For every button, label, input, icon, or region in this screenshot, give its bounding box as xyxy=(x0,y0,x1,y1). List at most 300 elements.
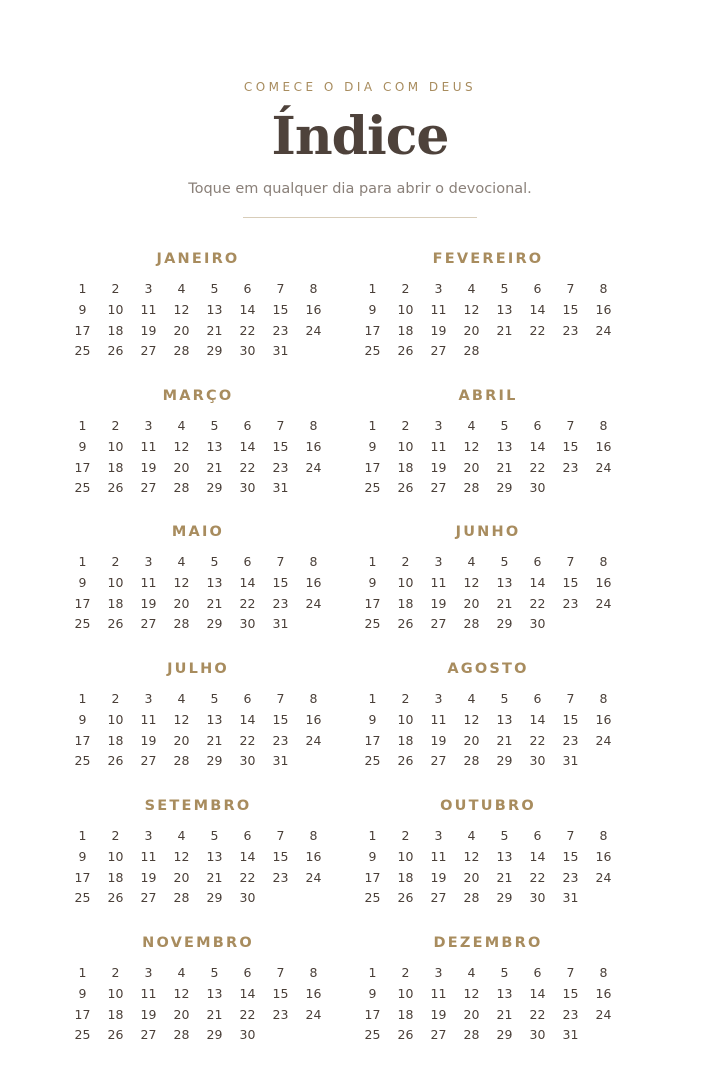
day-link-abril-18[interactable]: 18 xyxy=(397,459,414,475)
day-link-maio-12[interactable]: 12 xyxy=(173,574,190,590)
day-link-novembro-2[interactable]: 2 xyxy=(111,965,120,980)
day-link-outubro-5[interactable]: 5 xyxy=(500,828,509,843)
day-link-novembro-5[interactable]: 5 xyxy=(210,965,219,980)
day-link-janeiro-13[interactable]: 13 xyxy=(206,301,223,317)
day-link-maio-13[interactable]: 13 xyxy=(206,574,223,590)
day-link-marco-19[interactable]: 19 xyxy=(140,459,157,475)
day-link-setembro-1[interactable]: 1 xyxy=(78,828,87,843)
day-link-setembro-24[interactable]: 24 xyxy=(305,869,322,885)
day-link-fevereiro-20[interactable]: 20 xyxy=(463,322,480,338)
day-link-janeiro-2[interactable]: 2 xyxy=(111,281,120,296)
day-link-julho-8[interactable]: 8 xyxy=(309,691,318,706)
day-link-julho-26[interactable]: 26 xyxy=(107,753,124,769)
day-link-abril-29[interactable]: 29 xyxy=(496,480,513,496)
day-link-fevereiro-22[interactable]: 22 xyxy=(529,322,546,338)
day-link-abril-7[interactable]: 7 xyxy=(566,418,575,433)
day-link-novembro-11[interactable]: 11 xyxy=(140,985,157,1001)
day-link-maio-20[interactable]: 20 xyxy=(173,595,190,611)
day-link-fevereiro-10[interactable]: 10 xyxy=(397,301,414,317)
day-link-julho-27[interactable]: 27 xyxy=(140,753,157,769)
day-link-junho-5[interactable]: 5 xyxy=(500,554,509,569)
day-link-abril-6[interactable]: 6 xyxy=(533,418,542,433)
day-link-agosto-6[interactable]: 6 xyxy=(533,691,542,706)
day-link-agosto-20[interactable]: 20 xyxy=(463,732,480,748)
day-link-dezembro-28[interactable]: 28 xyxy=(463,1027,480,1043)
day-link-abril-23[interactable]: 23 xyxy=(562,459,579,475)
day-link-fevereiro-28[interactable]: 28 xyxy=(463,343,480,359)
day-link-janeiro-3[interactable]: 3 xyxy=(144,281,153,296)
day-link-outubro-23[interactable]: 23 xyxy=(562,869,579,885)
day-link-junho-4[interactable]: 4 xyxy=(467,554,476,569)
day-link-setembro-6[interactable]: 6 xyxy=(243,828,252,843)
day-link-novembro-14[interactable]: 14 xyxy=(239,985,256,1001)
day-link-marco-2[interactable]: 2 xyxy=(111,418,120,433)
day-link-junho-20[interactable]: 20 xyxy=(463,595,480,611)
day-link-marco-21[interactable]: 21 xyxy=(206,459,223,475)
day-link-maio-19[interactable]: 19 xyxy=(140,595,157,611)
day-link-agosto-26[interactable]: 26 xyxy=(397,753,414,769)
day-link-fevereiro-25[interactable]: 25 xyxy=(364,343,381,359)
day-link-abril-15[interactable]: 15 xyxy=(562,438,579,454)
day-link-novembro-23[interactable]: 23 xyxy=(272,1006,289,1022)
day-link-novembro-3[interactable]: 3 xyxy=(144,965,153,980)
day-link-setembro-12[interactable]: 12 xyxy=(173,848,190,864)
day-link-agosto-9[interactable]: 9 xyxy=(368,711,377,727)
day-link-setembro-4[interactable]: 4 xyxy=(177,828,186,843)
day-link-julho-2[interactable]: 2 xyxy=(111,691,120,706)
day-link-dezembro-14[interactable]: 14 xyxy=(529,985,546,1001)
day-link-junho-15[interactable]: 15 xyxy=(562,574,579,590)
day-link-dezembro-19[interactable]: 19 xyxy=(430,1006,447,1022)
day-link-julho-4[interactable]: 4 xyxy=(177,691,186,706)
day-link-agosto-4[interactable]: 4 xyxy=(467,691,476,706)
day-link-julho-12[interactable]: 12 xyxy=(173,711,190,727)
day-link-agosto-15[interactable]: 15 xyxy=(562,711,579,727)
day-link-junho-21[interactable]: 21 xyxy=(496,595,513,611)
day-link-maio-5[interactable]: 5 xyxy=(210,554,219,569)
day-link-maio-27[interactable]: 27 xyxy=(140,616,157,632)
day-link-novembro-30[interactable]: 30 xyxy=(239,1027,256,1043)
day-link-julho-1[interactable]: 1 xyxy=(78,691,87,706)
day-link-marco-5[interactable]: 5 xyxy=(210,418,219,433)
day-link-setembro-29[interactable]: 29 xyxy=(206,890,223,906)
day-link-dezembro-16[interactable]: 16 xyxy=(595,985,612,1001)
day-link-junho-11[interactable]: 11 xyxy=(430,574,447,590)
day-link-agosto-11[interactable]: 11 xyxy=(430,711,447,727)
day-link-abril-12[interactable]: 12 xyxy=(463,438,480,454)
day-link-abril-26[interactable]: 26 xyxy=(397,480,414,496)
day-link-julho-30[interactable]: 30 xyxy=(239,753,256,769)
day-link-novembro-18[interactable]: 18 xyxy=(107,1006,124,1022)
day-link-maio-7[interactable]: 7 xyxy=(276,554,285,569)
day-link-abril-19[interactable]: 19 xyxy=(430,459,447,475)
day-link-maio-9[interactable]: 9 xyxy=(78,574,87,590)
day-link-julho-17[interactable]: 17 xyxy=(74,732,91,748)
day-link-junho-29[interactable]: 29 xyxy=(496,616,513,632)
day-link-janeiro-5[interactable]: 5 xyxy=(210,281,219,296)
day-link-outubro-13[interactable]: 13 xyxy=(496,848,513,864)
day-link-julho-23[interactable]: 23 xyxy=(272,732,289,748)
day-link-agosto-2[interactable]: 2 xyxy=(401,691,410,706)
day-link-julho-6[interactable]: 6 xyxy=(243,691,252,706)
day-link-agosto-16[interactable]: 16 xyxy=(595,711,612,727)
day-link-marco-27[interactable]: 27 xyxy=(140,480,157,496)
day-link-julho-28[interactable]: 28 xyxy=(173,753,190,769)
day-link-dezembro-24[interactable]: 24 xyxy=(595,1006,612,1022)
day-link-novembro-17[interactable]: 17 xyxy=(74,1006,91,1022)
day-link-agosto-8[interactable]: 8 xyxy=(599,691,608,706)
day-link-setembro-13[interactable]: 13 xyxy=(206,848,223,864)
day-link-dezembro-3[interactable]: 3 xyxy=(434,965,443,980)
day-link-janeiro-4[interactable]: 4 xyxy=(177,281,186,296)
day-link-maio-4[interactable]: 4 xyxy=(177,554,186,569)
day-link-marco-10[interactable]: 10 xyxy=(107,438,124,454)
day-link-agosto-27[interactable]: 27 xyxy=(430,753,447,769)
day-link-janeiro-26[interactable]: 26 xyxy=(107,343,124,359)
day-link-abril-28[interactable]: 28 xyxy=(463,480,480,496)
day-link-setembro-16[interactable]: 16 xyxy=(305,848,322,864)
day-link-marco-1[interactable]: 1 xyxy=(78,418,87,433)
day-link-marco-17[interactable]: 17 xyxy=(74,459,91,475)
day-link-novembro-1[interactable]: 1 xyxy=(78,965,87,980)
day-link-abril-22[interactable]: 22 xyxy=(529,459,546,475)
day-link-fevereiro-5[interactable]: 5 xyxy=(500,281,509,296)
day-link-abril-24[interactable]: 24 xyxy=(595,459,612,475)
day-link-maio-3[interactable]: 3 xyxy=(144,554,153,569)
day-link-agosto-24[interactable]: 24 xyxy=(595,732,612,748)
day-link-setembro-3[interactable]: 3 xyxy=(144,828,153,843)
day-link-julho-20[interactable]: 20 xyxy=(173,732,190,748)
day-link-setembro-17[interactable]: 17 xyxy=(74,869,91,885)
day-link-agosto-25[interactable]: 25 xyxy=(364,753,381,769)
day-link-fevereiro-9[interactable]: 9 xyxy=(368,301,377,317)
day-link-dezembro-2[interactable]: 2 xyxy=(401,965,410,980)
day-link-outubro-29[interactable]: 29 xyxy=(496,890,513,906)
day-link-fevereiro-6[interactable]: 6 xyxy=(533,281,542,296)
day-link-setembro-28[interactable]: 28 xyxy=(173,890,190,906)
day-link-julho-9[interactable]: 9 xyxy=(78,711,87,727)
day-link-maio-10[interactable]: 10 xyxy=(107,574,124,590)
day-link-dezembro-27[interactable]: 27 xyxy=(430,1027,447,1043)
day-link-fevereiro-2[interactable]: 2 xyxy=(401,281,410,296)
day-link-dezembro-11[interactable]: 11 xyxy=(430,985,447,1001)
day-link-maio-21[interactable]: 21 xyxy=(206,595,223,611)
day-link-junho-22[interactable]: 22 xyxy=(529,595,546,611)
day-link-julho-25[interactable]: 25 xyxy=(74,753,91,769)
day-link-abril-3[interactable]: 3 xyxy=(434,418,443,433)
day-link-julho-14[interactable]: 14 xyxy=(239,711,256,727)
day-link-outubro-30[interactable]: 30 xyxy=(529,890,546,906)
day-link-julho-19[interactable]: 19 xyxy=(140,732,157,748)
day-link-outubro-18[interactable]: 18 xyxy=(397,869,414,885)
day-link-janeiro-30[interactable]: 30 xyxy=(239,343,256,359)
day-link-julho-11[interactable]: 11 xyxy=(140,711,157,727)
day-link-outubro-9[interactable]: 9 xyxy=(368,848,377,864)
day-link-marco-26[interactable]: 26 xyxy=(107,480,124,496)
day-link-fevereiro-24[interactable]: 24 xyxy=(595,322,612,338)
day-link-novembro-21[interactable]: 21 xyxy=(206,1006,223,1022)
day-link-setembro-14[interactable]: 14 xyxy=(239,848,256,864)
day-link-marco-20[interactable]: 20 xyxy=(173,459,190,475)
day-link-junho-27[interactable]: 27 xyxy=(430,616,447,632)
day-link-marco-3[interactable]: 3 xyxy=(144,418,153,433)
day-link-julho-18[interactable]: 18 xyxy=(107,732,124,748)
day-link-janeiro-24[interactable]: 24 xyxy=(305,322,322,338)
day-link-setembro-21[interactable]: 21 xyxy=(206,869,223,885)
day-link-fevereiro-16[interactable]: 16 xyxy=(595,301,612,317)
day-link-outubro-22[interactable]: 22 xyxy=(529,869,546,885)
day-link-dezembro-29[interactable]: 29 xyxy=(496,1027,513,1043)
day-link-junho-18[interactable]: 18 xyxy=(397,595,414,611)
day-link-junho-25[interactable]: 25 xyxy=(364,616,381,632)
day-link-julho-22[interactable]: 22 xyxy=(239,732,256,748)
day-link-janeiro-6[interactable]: 6 xyxy=(243,281,252,296)
day-link-dezembro-30[interactable]: 30 xyxy=(529,1027,546,1043)
day-link-julho-13[interactable]: 13 xyxy=(206,711,223,727)
day-link-novembro-4[interactable]: 4 xyxy=(177,965,186,980)
day-link-maio-6[interactable]: 6 xyxy=(243,554,252,569)
day-link-fevereiro-27[interactable]: 27 xyxy=(430,343,447,359)
day-link-novembro-16[interactable]: 16 xyxy=(305,985,322,1001)
day-link-fevereiro-1[interactable]: 1 xyxy=(368,281,377,296)
day-link-janeiro-29[interactable]: 29 xyxy=(206,343,223,359)
day-link-agosto-12[interactable]: 12 xyxy=(463,711,480,727)
day-link-marco-22[interactable]: 22 xyxy=(239,459,256,475)
day-link-novembro-9[interactable]: 9 xyxy=(78,985,87,1001)
day-link-outubro-19[interactable]: 19 xyxy=(430,869,447,885)
day-link-dezembro-6[interactable]: 6 xyxy=(533,965,542,980)
day-link-novembro-20[interactable]: 20 xyxy=(173,1006,190,1022)
day-link-outubro-1[interactable]: 1 xyxy=(368,828,377,843)
day-link-dezembro-7[interactable]: 7 xyxy=(566,965,575,980)
day-link-outubro-10[interactable]: 10 xyxy=(397,848,414,864)
day-link-junho-7[interactable]: 7 xyxy=(566,554,575,569)
day-link-outubro-16[interactable]: 16 xyxy=(595,848,612,864)
day-link-novembro-24[interactable]: 24 xyxy=(305,1006,322,1022)
day-link-janeiro-18[interactable]: 18 xyxy=(107,322,124,338)
day-link-abril-9[interactable]: 9 xyxy=(368,438,377,454)
day-link-setembro-18[interactable]: 18 xyxy=(107,869,124,885)
day-link-setembro-19[interactable]: 19 xyxy=(140,869,157,885)
day-link-outubro-20[interactable]: 20 xyxy=(463,869,480,885)
day-link-agosto-13[interactable]: 13 xyxy=(496,711,513,727)
day-link-junho-14[interactable]: 14 xyxy=(529,574,546,590)
day-link-maio-24[interactable]: 24 xyxy=(305,595,322,611)
day-link-dezembro-15[interactable]: 15 xyxy=(562,985,579,1001)
day-link-agosto-3[interactable]: 3 xyxy=(434,691,443,706)
day-link-dezembro-12[interactable]: 12 xyxy=(463,985,480,1001)
day-link-agosto-30[interactable]: 30 xyxy=(529,753,546,769)
day-link-junho-6[interactable]: 6 xyxy=(533,554,542,569)
day-link-marco-31[interactable]: 31 xyxy=(272,480,289,496)
day-link-abril-21[interactable]: 21 xyxy=(496,459,513,475)
day-link-maio-15[interactable]: 15 xyxy=(272,574,289,590)
day-link-fevereiro-26[interactable]: 26 xyxy=(397,343,414,359)
day-link-maio-22[interactable]: 22 xyxy=(239,595,256,611)
day-link-janeiro-8[interactable]: 8 xyxy=(309,281,318,296)
day-link-maio-8[interactable]: 8 xyxy=(309,554,318,569)
day-link-julho-21[interactable]: 21 xyxy=(206,732,223,748)
day-link-agosto-5[interactable]: 5 xyxy=(500,691,509,706)
day-link-janeiro-10[interactable]: 10 xyxy=(107,301,124,317)
day-link-marco-6[interactable]: 6 xyxy=(243,418,252,433)
day-link-fevereiro-14[interactable]: 14 xyxy=(529,301,546,317)
day-link-abril-25[interactable]: 25 xyxy=(364,480,381,496)
day-link-outubro-31[interactable]: 31 xyxy=(562,890,579,906)
day-link-maio-2[interactable]: 2 xyxy=(111,554,120,569)
day-link-marco-4[interactable]: 4 xyxy=(177,418,186,433)
day-link-outubro-4[interactable]: 4 xyxy=(467,828,476,843)
day-link-janeiro-1[interactable]: 1 xyxy=(78,281,87,296)
day-link-outubro-25[interactable]: 25 xyxy=(364,890,381,906)
day-link-abril-14[interactable]: 14 xyxy=(529,438,546,454)
day-link-outubro-28[interactable]: 28 xyxy=(463,890,480,906)
day-link-novembro-28[interactable]: 28 xyxy=(173,1027,190,1043)
day-link-marco-23[interactable]: 23 xyxy=(272,459,289,475)
day-link-dezembro-18[interactable]: 18 xyxy=(397,1006,414,1022)
day-link-fevereiro-23[interactable]: 23 xyxy=(562,322,579,338)
day-link-dezembro-17[interactable]: 17 xyxy=(364,1006,381,1022)
day-link-janeiro-9[interactable]: 9 xyxy=(78,301,87,317)
day-link-agosto-10[interactable]: 10 xyxy=(397,711,414,727)
day-link-junho-2[interactable]: 2 xyxy=(401,554,410,569)
day-link-janeiro-15[interactable]: 15 xyxy=(272,301,289,317)
day-link-outubro-14[interactable]: 14 xyxy=(529,848,546,864)
day-link-novembro-19[interactable]: 19 xyxy=(140,1006,157,1022)
day-link-setembro-26[interactable]: 26 xyxy=(107,890,124,906)
day-link-outubro-11[interactable]: 11 xyxy=(430,848,447,864)
day-link-maio-23[interactable]: 23 xyxy=(272,595,289,611)
day-link-novembro-26[interactable]: 26 xyxy=(107,1027,124,1043)
day-link-agosto-23[interactable]: 23 xyxy=(562,732,579,748)
day-link-novembro-27[interactable]: 27 xyxy=(140,1027,157,1043)
day-link-outubro-3[interactable]: 3 xyxy=(434,828,443,843)
day-link-dezembro-26[interactable]: 26 xyxy=(397,1027,414,1043)
day-link-junho-3[interactable]: 3 xyxy=(434,554,443,569)
day-link-agosto-19[interactable]: 19 xyxy=(430,732,447,748)
day-link-marco-16[interactable]: 16 xyxy=(305,438,322,454)
day-link-marco-11[interactable]: 11 xyxy=(140,438,157,454)
day-link-setembro-8[interactable]: 8 xyxy=(309,828,318,843)
day-link-junho-26[interactable]: 26 xyxy=(397,616,414,632)
day-link-junho-17[interactable]: 17 xyxy=(364,595,381,611)
day-link-abril-2[interactable]: 2 xyxy=(401,418,410,433)
day-link-junho-8[interactable]: 8 xyxy=(599,554,608,569)
day-link-maio-31[interactable]: 31 xyxy=(272,616,289,632)
day-link-agosto-22[interactable]: 22 xyxy=(529,732,546,748)
day-link-dezembro-13[interactable]: 13 xyxy=(496,985,513,1001)
day-link-junho-13[interactable]: 13 xyxy=(496,574,513,590)
day-link-setembro-9[interactable]: 9 xyxy=(78,848,87,864)
day-link-maio-17[interactable]: 17 xyxy=(74,595,91,611)
day-link-novembro-15[interactable]: 15 xyxy=(272,985,289,1001)
day-link-fevereiro-21[interactable]: 21 xyxy=(496,322,513,338)
day-link-abril-17[interactable]: 17 xyxy=(364,459,381,475)
day-link-outubro-7[interactable]: 7 xyxy=(566,828,575,843)
day-link-setembro-11[interactable]: 11 xyxy=(140,848,157,864)
day-link-julho-3[interactable]: 3 xyxy=(144,691,153,706)
day-link-novembro-29[interactable]: 29 xyxy=(206,1027,223,1043)
day-link-fevereiro-7[interactable]: 7 xyxy=(566,281,575,296)
day-link-abril-4[interactable]: 4 xyxy=(467,418,476,433)
day-link-fevereiro-12[interactable]: 12 xyxy=(463,301,480,317)
day-link-junho-28[interactable]: 28 xyxy=(463,616,480,632)
day-link-junho-10[interactable]: 10 xyxy=(397,574,414,590)
day-link-setembro-20[interactable]: 20 xyxy=(173,869,190,885)
day-link-dezembro-31[interactable]: 31 xyxy=(562,1027,579,1043)
day-link-junho-16[interactable]: 16 xyxy=(595,574,612,590)
day-link-outubro-26[interactable]: 26 xyxy=(397,890,414,906)
day-link-junho-23[interactable]: 23 xyxy=(562,595,579,611)
day-link-junho-19[interactable]: 19 xyxy=(430,595,447,611)
day-link-janeiro-28[interactable]: 28 xyxy=(173,343,190,359)
day-link-fevereiro-4[interactable]: 4 xyxy=(467,281,476,296)
day-link-julho-15[interactable]: 15 xyxy=(272,711,289,727)
day-link-janeiro-22[interactable]: 22 xyxy=(239,322,256,338)
day-link-agosto-1[interactable]: 1 xyxy=(368,691,377,706)
day-link-janeiro-27[interactable]: 27 xyxy=(140,343,157,359)
day-link-abril-8[interactable]: 8 xyxy=(599,418,608,433)
day-link-junho-12[interactable]: 12 xyxy=(463,574,480,590)
day-link-janeiro-25[interactable]: 25 xyxy=(74,343,91,359)
day-link-maio-18[interactable]: 18 xyxy=(107,595,124,611)
day-link-novembro-12[interactable]: 12 xyxy=(173,985,190,1001)
day-link-dezembro-25[interactable]: 25 xyxy=(364,1027,381,1043)
day-link-setembro-2[interactable]: 2 xyxy=(111,828,120,843)
day-link-janeiro-11[interactable]: 11 xyxy=(140,301,157,317)
day-link-dezembro-9[interactable]: 9 xyxy=(368,985,377,1001)
day-link-fevereiro-19[interactable]: 19 xyxy=(430,322,447,338)
day-link-marco-15[interactable]: 15 xyxy=(272,438,289,454)
day-link-fevereiro-8[interactable]: 8 xyxy=(599,281,608,296)
day-link-fevereiro-11[interactable]: 11 xyxy=(430,301,447,317)
day-link-junho-9[interactable]: 9 xyxy=(368,574,377,590)
day-link-setembro-22[interactable]: 22 xyxy=(239,869,256,885)
day-link-fevereiro-17[interactable]: 17 xyxy=(364,322,381,338)
day-link-agosto-28[interactable]: 28 xyxy=(463,753,480,769)
day-link-setembro-23[interactable]: 23 xyxy=(272,869,289,885)
day-link-outubro-21[interactable]: 21 xyxy=(496,869,513,885)
day-link-setembro-27[interactable]: 27 xyxy=(140,890,157,906)
day-link-agosto-7[interactable]: 7 xyxy=(566,691,575,706)
day-link-setembro-7[interactable]: 7 xyxy=(276,828,285,843)
day-link-outubro-2[interactable]: 2 xyxy=(401,828,410,843)
day-link-marco-9[interactable]: 9 xyxy=(78,438,87,454)
day-link-junho-24[interactable]: 24 xyxy=(595,595,612,611)
day-link-dezembro-22[interactable]: 22 xyxy=(529,1006,546,1022)
day-link-marco-18[interactable]: 18 xyxy=(107,459,124,475)
day-link-janeiro-16[interactable]: 16 xyxy=(305,301,322,317)
day-link-outubro-24[interactable]: 24 xyxy=(595,869,612,885)
day-link-janeiro-31[interactable]: 31 xyxy=(272,343,289,359)
day-link-setembro-15[interactable]: 15 xyxy=(272,848,289,864)
day-link-outubro-27[interactable]: 27 xyxy=(430,890,447,906)
day-link-novembro-7[interactable]: 7 xyxy=(276,965,285,980)
day-link-janeiro-17[interactable]: 17 xyxy=(74,322,91,338)
day-link-maio-30[interactable]: 30 xyxy=(239,616,256,632)
day-link-dezembro-23[interactable]: 23 xyxy=(562,1006,579,1022)
day-link-abril-16[interactable]: 16 xyxy=(595,438,612,454)
day-link-marco-12[interactable]: 12 xyxy=(173,438,190,454)
day-link-outubro-15[interactable]: 15 xyxy=(562,848,579,864)
day-link-novembro-6[interactable]: 6 xyxy=(243,965,252,980)
day-link-abril-30[interactable]: 30 xyxy=(529,480,546,496)
day-link-fevereiro-13[interactable]: 13 xyxy=(496,301,513,317)
day-link-setembro-30[interactable]: 30 xyxy=(239,890,256,906)
day-link-novembro-10[interactable]: 10 xyxy=(107,985,124,1001)
day-link-novembro-22[interactable]: 22 xyxy=(239,1006,256,1022)
day-link-marco-14[interactable]: 14 xyxy=(239,438,256,454)
